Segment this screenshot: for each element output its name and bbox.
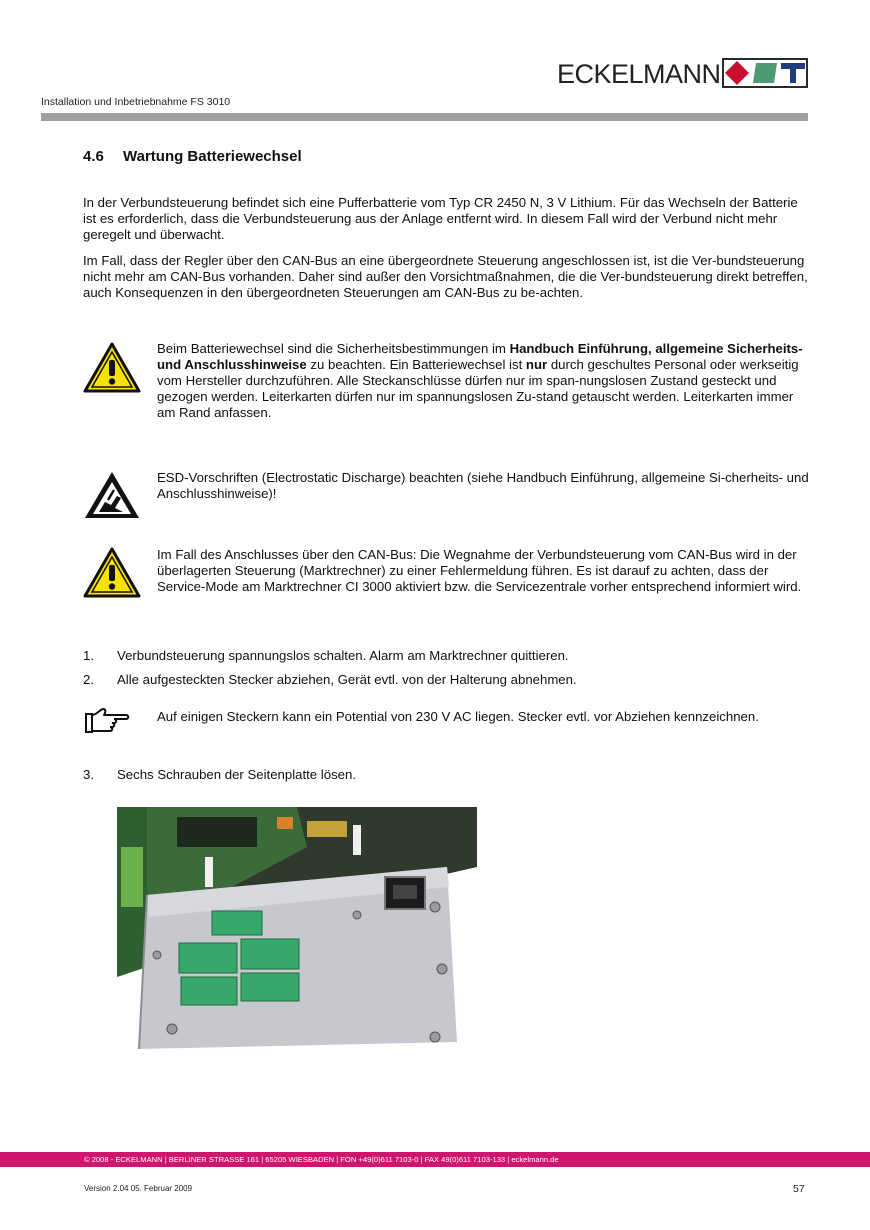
step-number: 2. [83, 672, 94, 687]
paragraph-1: In der Verbundsteuerung befindet sich eine Pufferbatterie vom Typ CR 2450 N, 3 V Lithium. Für das Wechseln der Batterie ist es erforderlich, dass die Verbundsteuerung aus der Anlage entfernt wird. In diesem Fall wird der Verbund nicht mehr geregelt und überwacht. [83, 195, 798, 242]
paragraph-2: Im Fall, dass der Regler über den CAN-Bus an eine übergeordnete Steuerung angeschlossen ist, ist die Ver-bundsteuerung nicht mehr am CAN-Bus vorhanden. Daher sind außer den Vorsichtmaßnahmen, die die Ver-bundsteuerung direkt betreffen, auch Konsequenzen in den übergeordneten Steuerungen am CAN-Bus zu be-achten. [83, 253, 808, 300]
step-number: 1. [83, 648, 94, 663]
section-heading [83, 148, 302, 165]
pointing-hand-icon [83, 707, 131, 740]
logo-tshape-icon [781, 63, 805, 83]
logo-shapes [724, 60, 806, 86]
warning-triangle-icon [83, 342, 141, 399]
section-title: Wartung Batteriewechsel [123, 148, 302, 165]
device-photo [117, 807, 477, 1049]
warning-triangle-icon [83, 547, 141, 604]
document-title: Installation und Inbetriebnahme FS 3010 [41, 96, 231, 108]
step-text: Verbundsteuerung spannungslos schalten. Alarm am Marktrechner quittieren. [117, 648, 569, 663]
step-text: Alle aufgesteckten Stecker abziehen, Gerät evtl. von der Halterung abnehmen. [117, 672, 577, 687]
logo-mark [722, 58, 808, 88]
header-rule [41, 113, 808, 121]
hint-note: Auf einigen Steckern kann ein Potential von 230 V AC liegen. Stecker evtl. vor Abziehen kennzeichnen. [157, 709, 759, 724]
warning-note-canbus: Im Fall des Anschlusses über den CAN-Bus: Die Wegnahme der Verbundsteuerung vom CAN-Bus wird in der überlagerten Steuerung (Marktrechner) zu einer Fehlermeldung führen. Es ist darauf zu achten, dass der Service-Mode am Marktrechner CI 3000 aktiviert bzw. die Servicezentrale vorher entsprechend informiert wird. [157, 547, 802, 594]
page-number: 57 [793, 1183, 805, 1195]
esd-note: ESD-Vorschriften (Electrostatic Discharge) beachten (siehe Handbuch Einführung, allgemeine Si-cherheits- und Anschlusshinweise)! [157, 470, 809, 501]
esd-triangle-icon [83, 470, 141, 525]
footer-address: © 2008 - ECKELMANN | BERLINER STRASSE 161 | 65205 WIESBADEN | FON +49(0)611 7103-0 | FAX 49(0)611 7103-133 | eckelmann.de [84, 1155, 559, 1164]
logo-square-icon [753, 63, 777, 83]
warning-note-safety: Beim Batteriewechsel sind die Sicherheitsbestimmungen im Handbuch Einführung, allgemeine Sicherheits- und Anschlusshinweise zu beachten. Ein Batteriewechsel ist nur durch geschultes Personal oder werkseitig vom Hersteller durchzuführen. Alle Steckanschlüsse dürfen nur im span-nungslosen Zustand gesteckt und gezogen werden. Leiterkarten dürfen nur im spannungslosen Zu-stand getauscht werden. Leiterkarten immer am Rand anfassen. [157, 341, 803, 420]
step-text: Sechs Schrauben der Seitenplatte lösen. [117, 767, 356, 782]
logo-text: ECKELMANN [557, 59, 721, 89]
version-info: Version 2.04 05. Februar 2009 [84, 1184, 193, 1193]
logo-diamond-icon [725, 61, 749, 85]
step-number: 3. [83, 767, 94, 782]
section-number: 4.6 [83, 148, 104, 165]
